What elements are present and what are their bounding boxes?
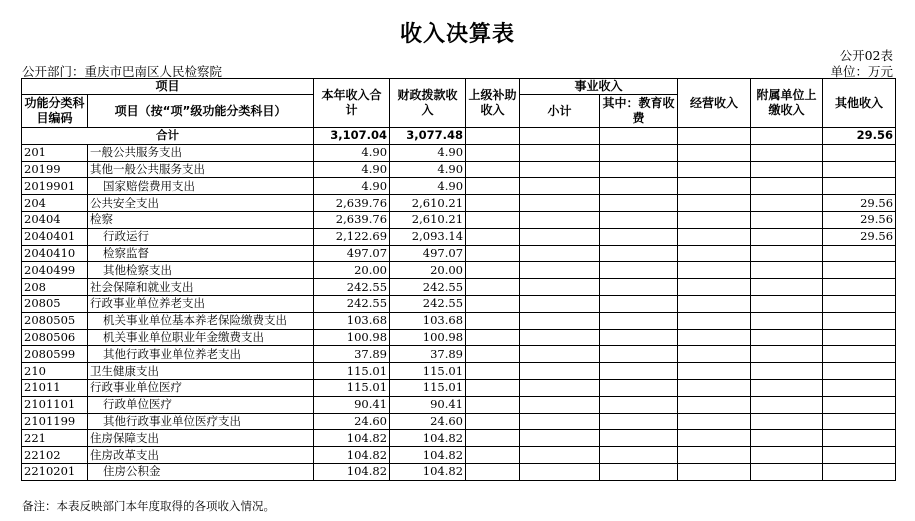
fiscal-allocation-cell: 20.00 (390, 262, 466, 279)
superior-subsidy-cell (466, 211, 520, 228)
subtotal-cell (520, 295, 600, 312)
superior-subsidy-cell (466, 245, 520, 262)
table-row (22, 245, 896, 262)
other-income-cell (823, 430, 896, 447)
superior-subsidy-cell (466, 228, 520, 245)
header-other-income: 其他收入 (823, 79, 896, 128)
total-subtotal (520, 128, 600, 145)
table-row (22, 279, 896, 296)
table-row (22, 363, 896, 380)
superior-subsidy-cell (466, 329, 520, 346)
total-other-income: 29.56 (823, 128, 896, 145)
header-education-fee: 其中：教育收费 (600, 95, 678, 128)
item-name-cell: 其他行政事业单位养老支出 (88, 346, 314, 363)
annual-income-cell: 24.60 (314, 413, 390, 430)
subtotal-cell (520, 346, 600, 363)
affiliated-income-cell (751, 312, 823, 329)
education-fee-cell (600, 396, 678, 413)
superior-subsidy-cell (466, 195, 520, 212)
table-row (22, 329, 896, 346)
affiliated-income-cell (751, 379, 823, 396)
fiscal-allocation-cell: 37.89 (390, 346, 466, 363)
superior-subsidy-cell (466, 363, 520, 380)
code-cell: 204 (22, 195, 88, 212)
fiscal-allocation-cell: 2,093.14 (390, 228, 466, 245)
annual-income-cell: 103.68 (314, 312, 390, 329)
item-name-cell: 其他检察支出 (88, 262, 314, 279)
code-cell: 2040401 (22, 228, 88, 245)
affiliated-income-cell (751, 329, 823, 346)
code-cell: 20404 (22, 211, 88, 228)
code-cell: 20199 (22, 161, 88, 178)
page-title: 收入决算表 (399, 22, 515, 47)
other-income-cell (823, 144, 896, 161)
code-cell: 21011 (22, 379, 88, 396)
total-operating-income (678, 128, 751, 145)
operating-income-cell (678, 279, 751, 296)
table-row (22, 161, 896, 178)
fiscal-allocation-cell: 242.55 (390, 279, 466, 296)
annual-income-cell: 4.90 (314, 161, 390, 178)
other-income-cell: 29.56 (823, 195, 896, 212)
item-name-cell: 行政事业单位医疗 (88, 379, 314, 396)
code-cell: 2040410 (22, 245, 88, 262)
subtotal-cell (520, 144, 600, 161)
table-row (22, 463, 896, 480)
fiscal-allocation-cell: 2,610.21 (390, 211, 466, 228)
item-name-cell: 住房公积金 (88, 463, 314, 480)
education-fee-cell (600, 228, 678, 245)
superior-subsidy-cell (466, 144, 520, 161)
education-fee-cell (600, 245, 678, 262)
education-fee-cell (600, 279, 678, 296)
operating-income-cell (678, 228, 751, 245)
item-name-cell: 住房保障支出 (88, 430, 314, 447)
superior-subsidy-cell (466, 379, 520, 396)
subtotal-cell (520, 245, 600, 262)
total-affiliated-income (751, 128, 823, 145)
total-superior-subsidy (466, 128, 520, 145)
table-row (22, 379, 896, 396)
form-number: 公开02表 (839, 48, 893, 63)
header-code: 功能分类科目编码 (22, 95, 88, 128)
education-fee-cell (600, 363, 678, 380)
table-row (22, 430, 896, 447)
table-row (22, 312, 896, 329)
affiliated-income-cell (751, 279, 823, 296)
header-annual-income: 本年收入合计 (314, 79, 390, 128)
fiscal-allocation-cell: 103.68 (390, 312, 466, 329)
code-cell: 22102 (22, 447, 88, 464)
item-name-cell: 行政运行 (88, 228, 314, 245)
header-affiliated-income: 附属单位上缴收入 (751, 79, 823, 128)
fiscal-allocation-cell: 242.55 (390, 295, 466, 312)
subtotal-cell (520, 329, 600, 346)
subtotal-cell (520, 379, 600, 396)
header-operating-income: 经营收入 (678, 79, 751, 128)
affiliated-income-cell (751, 363, 823, 380)
affiliated-income-cell (751, 195, 823, 212)
operating-income-cell (678, 447, 751, 464)
affiliated-income-cell (751, 463, 823, 480)
code-cell: 2210201 (22, 463, 88, 480)
other-income-cell (823, 447, 896, 464)
superior-subsidy-cell (466, 312, 520, 329)
annual-income-cell: 115.01 (314, 379, 390, 396)
code-cell: 2080506 (22, 329, 88, 346)
fiscal-allocation-cell: 497.07 (390, 245, 466, 262)
table-row (22, 396, 896, 413)
subtotal-cell (520, 195, 600, 212)
subtotal-cell (520, 413, 600, 430)
superior-subsidy-cell (466, 295, 520, 312)
total-row (22, 128, 896, 145)
education-fee-cell (600, 144, 678, 161)
education-fee-cell (600, 195, 678, 212)
operating-income-cell (678, 363, 751, 380)
other-income-cell: 29.56 (823, 228, 896, 245)
unit-label: 单位：万元 (830, 64, 893, 79)
annual-income-cell: 115.01 (314, 363, 390, 380)
affiliated-income-cell (751, 161, 823, 178)
other-income-cell (823, 329, 896, 346)
table-row (22, 295, 896, 312)
other-income-cell (823, 346, 896, 363)
header-subtotal: 小计 (520, 95, 600, 128)
other-income-cell (823, 413, 896, 430)
item-name-cell: 行政事业单位养老支出 (88, 295, 314, 312)
superior-subsidy-cell (466, 279, 520, 296)
education-fee-cell (600, 178, 678, 195)
affiliated-income-cell (751, 295, 823, 312)
code-cell: 2101101 (22, 396, 88, 413)
other-income-cell: 29.56 (823, 211, 896, 228)
superior-subsidy-cell (466, 413, 520, 430)
table-row (22, 211, 896, 228)
subtotal-cell (520, 178, 600, 195)
fiscal-allocation-cell: 115.01 (390, 379, 466, 396)
other-income-cell (823, 312, 896, 329)
affiliated-income-cell (751, 396, 823, 413)
annual-income-cell: 100.98 (314, 329, 390, 346)
table-row (22, 228, 896, 245)
operating-income-cell (678, 195, 751, 212)
affiliated-income-cell (751, 346, 823, 363)
superior-subsidy-cell (466, 430, 520, 447)
affiliated-income-cell (751, 262, 823, 279)
operating-income-cell (678, 295, 751, 312)
education-fee-cell (600, 329, 678, 346)
code-cell: 2080599 (22, 346, 88, 363)
annual-income-cell: 104.82 (314, 463, 390, 480)
table-row (22, 178, 896, 195)
code-cell: 221 (22, 430, 88, 447)
operating-income-cell (678, 379, 751, 396)
education-fee-cell (600, 295, 678, 312)
item-name-cell: 其他行政事业单位医疗支出 (88, 413, 314, 430)
annual-income-cell: 104.82 (314, 447, 390, 464)
fiscal-allocation-cell: 4.90 (390, 161, 466, 178)
subtotal-cell (520, 396, 600, 413)
education-fee-cell (600, 262, 678, 279)
subtotal-cell (520, 228, 600, 245)
education-fee-cell (600, 312, 678, 329)
annual-income-cell: 2,639.76 (314, 211, 390, 228)
code-cell: 210 (22, 363, 88, 380)
total-fiscal-allocation: 3,077.48 (390, 128, 466, 145)
code-cell: 208 (22, 279, 88, 296)
item-name-cell: 其他一般公共服务支出 (88, 161, 314, 178)
education-fee-cell (600, 211, 678, 228)
operating-income-cell (678, 262, 751, 279)
other-income-cell (823, 295, 896, 312)
code-cell: 2080505 (22, 312, 88, 329)
annual-income-cell: 2,639.76 (314, 195, 390, 212)
code-cell: 2101199 (22, 413, 88, 430)
subtotal-cell (520, 363, 600, 380)
operating-income-cell (678, 463, 751, 480)
total-annual-income: 3,107.04 (314, 128, 390, 145)
other-income-cell (823, 396, 896, 413)
department-label: 公开部门：重庆市巴南区人民检察院 (22, 64, 223, 79)
footnote: 备注：本表反映部门本年度取得的各项收入情况。 (22, 499, 275, 513)
fiscal-allocation-cell: 104.82 (390, 430, 466, 447)
education-fee-cell (600, 463, 678, 480)
education-fee-cell (600, 447, 678, 464)
fiscal-allocation-cell: 100.98 (390, 329, 466, 346)
subtotal-cell (520, 430, 600, 447)
subtotal-cell (520, 161, 600, 178)
item-name-cell: 检察 (88, 211, 314, 228)
code-cell: 2040499 (22, 262, 88, 279)
item-name-cell: 公共安全支出 (88, 195, 314, 212)
superior-subsidy-cell (466, 178, 520, 195)
annual-income-cell: 242.55 (314, 295, 390, 312)
operating-income-cell (678, 245, 751, 262)
item-name-cell: 行政单位医疗 (88, 396, 314, 413)
fiscal-allocation-cell: 104.82 (390, 447, 466, 464)
item-name-cell: 卫生健康支出 (88, 363, 314, 380)
affiliated-income-cell (751, 245, 823, 262)
annual-income-cell: 497.07 (314, 245, 390, 262)
superior-subsidy-cell (466, 346, 520, 363)
other-income-cell (823, 379, 896, 396)
education-fee-cell (600, 161, 678, 178)
affiliated-income-cell (751, 211, 823, 228)
education-fee-cell (600, 379, 678, 396)
annual-income-cell: 20.00 (314, 262, 390, 279)
subtotal-cell (520, 447, 600, 464)
affiliated-income-cell (751, 144, 823, 161)
code-cell: 20805 (22, 295, 88, 312)
table-row (22, 447, 896, 464)
subtotal-cell (520, 262, 600, 279)
table-row (22, 413, 896, 430)
other-income-cell (823, 463, 896, 480)
affiliated-income-cell (751, 447, 823, 464)
fiscal-allocation-cell: 24.60 (390, 413, 466, 430)
fiscal-allocation-cell: 4.90 (390, 178, 466, 195)
fiscal-allocation-cell: 4.90 (390, 144, 466, 161)
affiliated-income-cell (751, 178, 823, 195)
table-row (22, 346, 896, 363)
superior-subsidy-cell (466, 161, 520, 178)
item-name-cell: 机关事业单位职业年金缴费支出 (88, 329, 314, 346)
other-income-cell (823, 363, 896, 380)
education-fee-cell (600, 413, 678, 430)
header-career-income: 事业收入 (520, 79, 678, 95)
affiliated-income-cell (751, 228, 823, 245)
header-fiscal-allocation: 财政拨款收入 (390, 79, 466, 128)
education-fee-cell (600, 430, 678, 447)
header-item-group: 项目 (22, 79, 314, 95)
operating-income-cell (678, 161, 751, 178)
superior-subsidy-cell (466, 262, 520, 279)
code-cell: 201 (22, 144, 88, 161)
fiscal-allocation-cell: 104.82 (390, 463, 466, 480)
superior-subsidy-cell (466, 396, 520, 413)
operating-income-cell (678, 346, 751, 363)
item-name-cell: 住房改革支出 (88, 447, 314, 464)
annual-income-cell: 4.90 (314, 144, 390, 161)
other-income-cell (823, 245, 896, 262)
other-income-cell (823, 279, 896, 296)
total-label: 合计 (22, 128, 314, 145)
subtotal-cell (520, 279, 600, 296)
annual-income-cell: 242.55 (314, 279, 390, 296)
annual-income-cell: 90.41 (314, 396, 390, 413)
operating-income-cell (678, 178, 751, 195)
other-income-cell (823, 161, 896, 178)
operating-income-cell (678, 312, 751, 329)
fiscal-allocation-cell: 115.01 (390, 363, 466, 380)
education-fee-cell (600, 346, 678, 363)
operating-income-cell (678, 144, 751, 161)
item-name-cell: 一般公共服务支出 (88, 144, 314, 161)
subtotal-cell (520, 211, 600, 228)
annual-income-cell: 104.82 (314, 430, 390, 447)
annual-income-cell: 2,122.69 (314, 228, 390, 245)
other-income-cell (823, 178, 896, 195)
item-name-cell: 检察监督 (88, 245, 314, 262)
annual-income-cell: 4.90 (314, 178, 390, 195)
table-row (22, 262, 896, 279)
operating-income-cell (678, 396, 751, 413)
operating-income-cell (678, 329, 751, 346)
code-cell: 2019901 (22, 178, 88, 195)
header-name: 项目（按“项”级功能分类科目） (88, 95, 314, 128)
income-table (21, 78, 896, 481)
table-row (22, 195, 896, 212)
header-superior-subsidy: 上级补助收入 (466, 79, 520, 128)
item-name-cell: 社会保障和就业支出 (88, 279, 314, 296)
annual-income-cell: 37.89 (314, 346, 390, 363)
operating-income-cell (678, 413, 751, 430)
operating-income-cell (678, 211, 751, 228)
affiliated-income-cell (751, 413, 823, 430)
total-education-fee (600, 128, 678, 145)
subtotal-cell (520, 463, 600, 480)
superior-subsidy-cell (466, 463, 520, 480)
fiscal-allocation-cell: 2,610.21 (390, 195, 466, 212)
table-row (22, 144, 896, 161)
subtotal-cell (520, 312, 600, 329)
operating-income-cell (678, 430, 751, 447)
superior-subsidy-cell (466, 447, 520, 464)
fiscal-allocation-cell: 90.41 (390, 396, 466, 413)
other-income-cell (823, 262, 896, 279)
item-name-cell: 国家赔偿费用支出 (88, 178, 314, 195)
item-name-cell: 机关事业单位基本养老保险缴费支出 (88, 312, 314, 329)
affiliated-income-cell (751, 430, 823, 447)
